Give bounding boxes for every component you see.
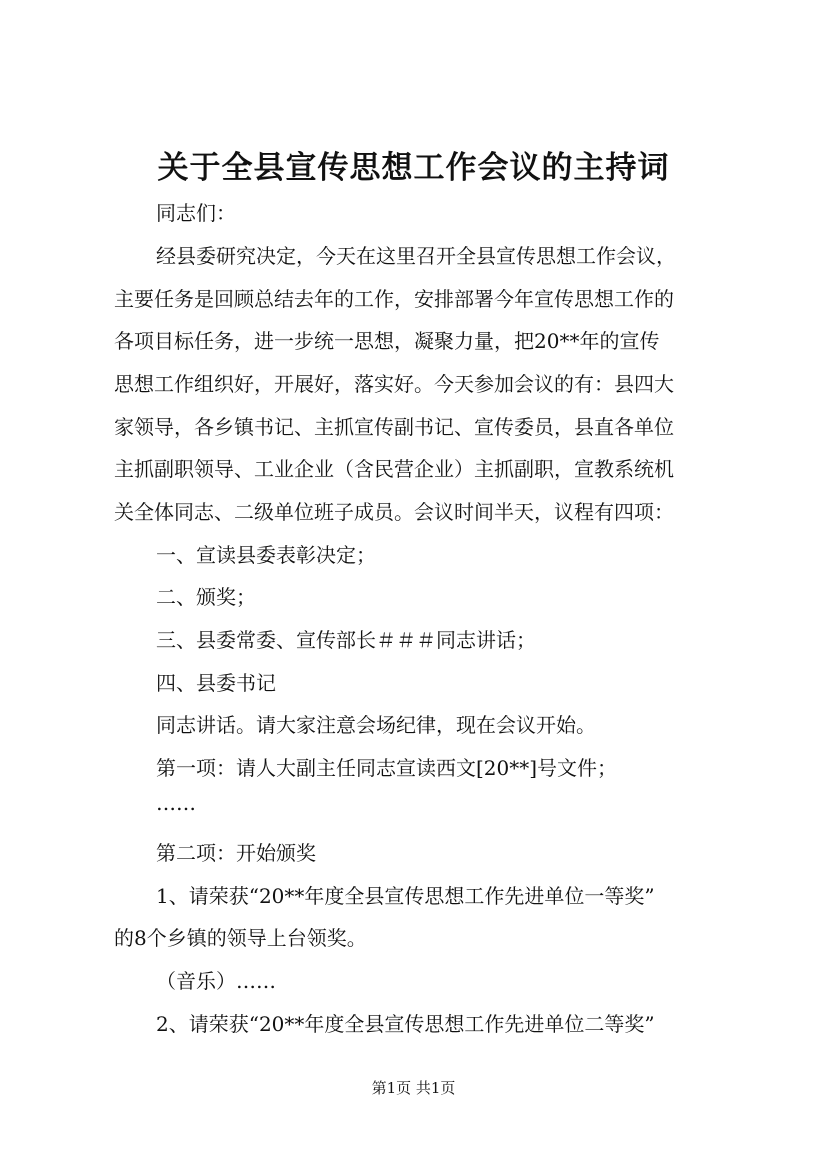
paragraph-line: 思想工作组织好，开展好，落实好。今天参加会议的有：县四大 xyxy=(114,372,674,396)
agenda-item: 一、宣读县委表彰决定； xyxy=(156,543,376,567)
paragraph-line: 同志讲话。请大家注意会场纪律，现在会议开始。 xyxy=(156,713,596,737)
paragraph-line: 家领导，各乡镇书记、主抓宣传副书记、宣传委员，县直各单位 xyxy=(114,415,674,439)
document-title: 关于全县宣传思想工作会议的主持词 xyxy=(157,150,670,186)
ellipsis-line: …… xyxy=(156,791,196,815)
paragraph-line: 关全体同志、二级单位班子成员。会议时间半天，议程有四项： xyxy=(114,500,674,524)
paragraph-line: 2、请荣获“20**年度全县宣传思想工作先进单位二等奖” xyxy=(156,1012,655,1036)
paragraph-line: 主抓副职领导、工业企业（含民营企业）主抓副职，宣教系统机 xyxy=(114,457,674,481)
agenda-item: 四、县委书记 xyxy=(156,671,276,695)
paragraph-line: 第一项：请人大副主任同志宣读西文[20**]号文件； xyxy=(156,756,618,780)
paragraph-line: 第二项：开始颁奖 xyxy=(156,841,316,865)
paragraph-line: 各项目标任务，进一步统一思想，凝聚力量，把20**年的宣传 xyxy=(114,329,660,353)
paragraph-line: 同志们： xyxy=(156,201,236,225)
agenda-item: 三、县委常委、宣传部长＃＃＃同志讲话； xyxy=(156,628,536,652)
agenda-item: 二、颁奖； xyxy=(156,585,256,609)
paragraph-line: 主要任务是回顾总结去年的工作，安排部署今年宣传思想工作的 xyxy=(114,287,674,311)
paragraph-line: 1、请荣获“20**年度全县宣传思想工作先进单位一等奖” xyxy=(156,884,655,908)
page-footer: 第1页 共1页 xyxy=(371,1079,456,1097)
paragraph-line: 的8个乡镇的领导上台领奖。 xyxy=(114,926,367,950)
paragraph-line: 经县委研究决定，今天在这里召开全县宣传思想工作会议， xyxy=(156,244,676,268)
paragraph-line: （音乐）…… xyxy=(156,969,276,993)
